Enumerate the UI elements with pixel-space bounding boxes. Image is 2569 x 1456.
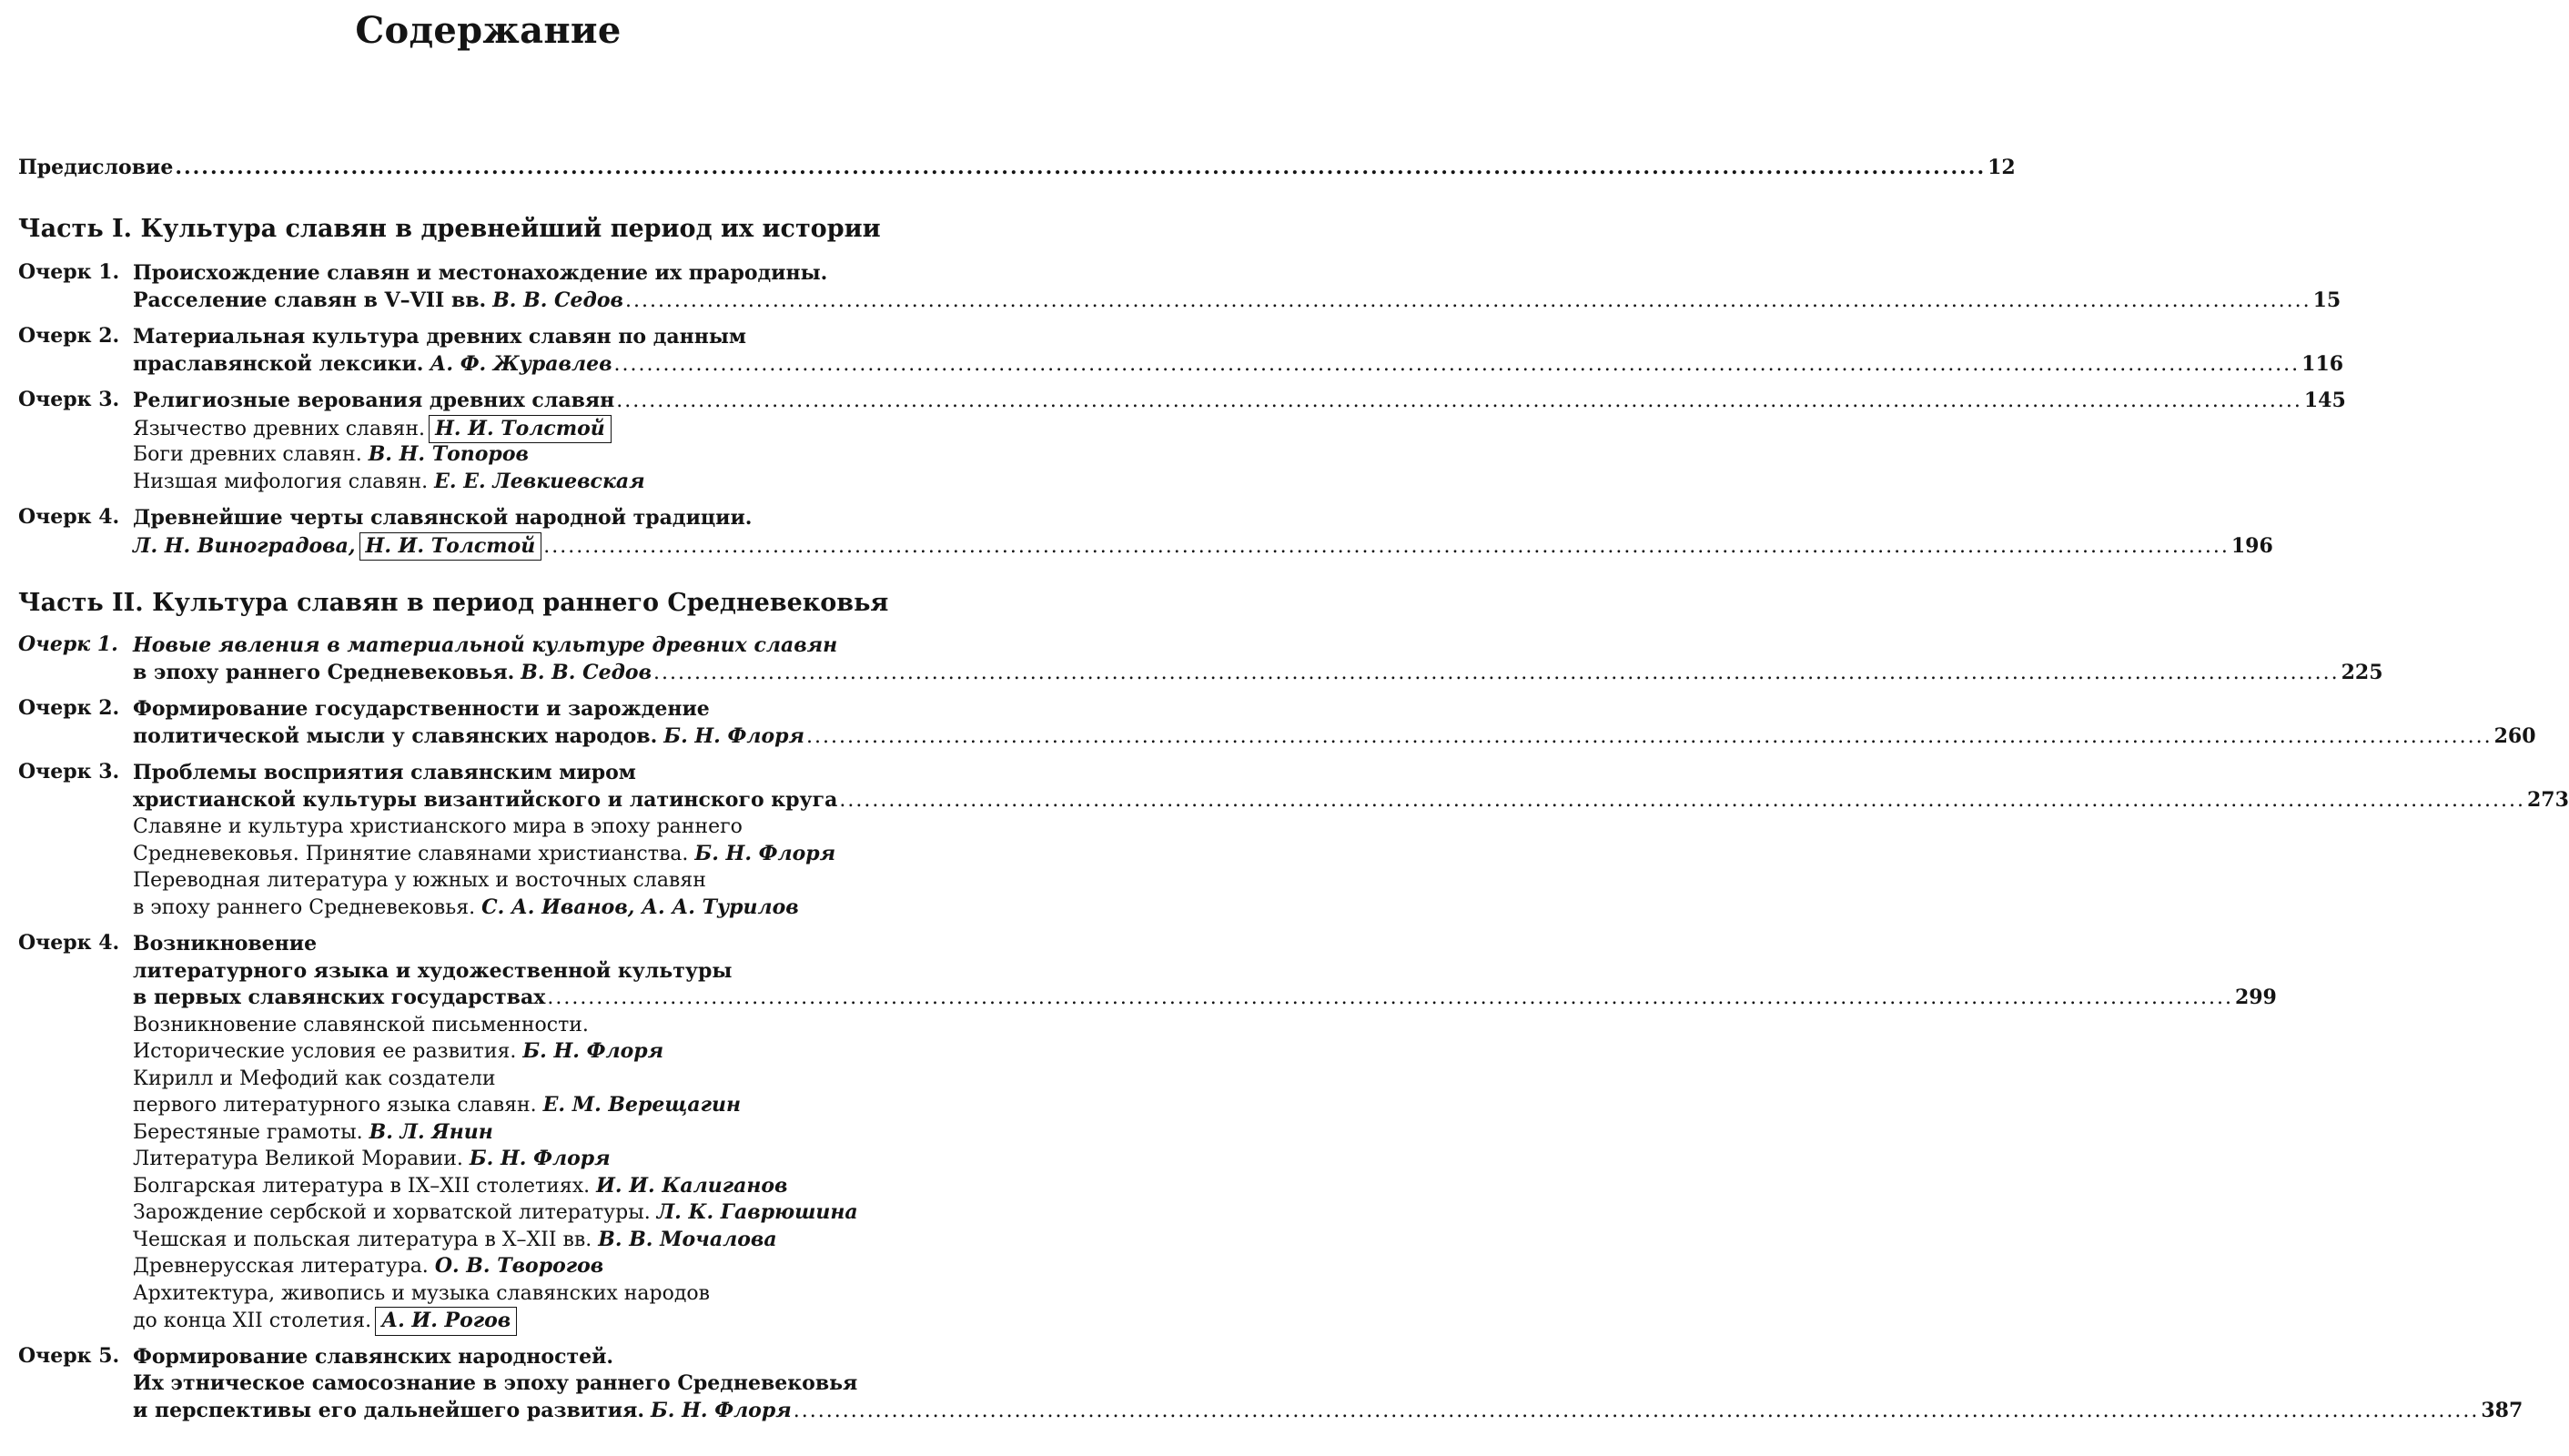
essay-author: Б. Н. Флоря xyxy=(522,1039,664,1063)
essay-author: Л. К. Гаврюшина xyxy=(656,1200,858,1224)
essay-title-line: Религиозные верования древних славян xyxy=(133,389,615,412)
essay-author: В. В. Седов xyxy=(521,660,652,684)
leader-dots xyxy=(625,288,2311,315)
toc-entry-part1-essay3[interactable] xyxy=(18,388,2346,495)
leader-dots xyxy=(794,1398,2480,1425)
leader-dots xyxy=(806,723,2493,751)
toc-entry-part1-essay1[interactable] xyxy=(18,260,2341,314)
essay-title-line: Их этническое самосознание в эпоху раннего Средневековья xyxy=(133,1371,858,1395)
essay-title-line: литературного языка и художественной культуры xyxy=(133,958,733,983)
essay-title-line: в первых славянских государствах xyxy=(133,986,546,1009)
essay-label: Очерк 2. xyxy=(18,696,120,720)
essay-title-line: Формирование славянских народностей. xyxy=(133,1344,614,1369)
page-number: 12 xyxy=(1987,156,2016,179)
preface-title: Предисловие xyxy=(18,156,174,179)
essay-author: В. В. Седов xyxy=(492,288,623,312)
subsection: Болгарская литература в IX–XII столетиях. И. И. Калиганов xyxy=(133,1173,958,1200)
leader-dots xyxy=(653,660,2340,687)
subsection: Боги древних славян. В. Н. Топоров xyxy=(133,441,958,469)
part-2-title: Часть II. Культура славян в период раннего Средневековья xyxy=(18,589,889,617)
toc-entry-part2-essay1[interactable] xyxy=(18,632,2383,686)
boxed-author: Н. И. Толстой xyxy=(429,415,612,444)
essay-author: Б. Н. Флоря xyxy=(650,1398,792,1422)
subsection: Чешская и польская литература в X–XII вв. В. В. Мочалова xyxy=(133,1227,958,1254)
essay-title-line: христианской культуры византийского и латинского круга xyxy=(133,787,838,812)
page-number: 116 xyxy=(2301,351,2344,376)
toc-entry-part2-essay4[interactable] xyxy=(18,931,2277,1334)
leader-dots xyxy=(543,533,2230,561)
essay-author: И. И. Калиганов xyxy=(596,1173,788,1198)
essay-label: Очерк 1. xyxy=(18,632,118,656)
subsection: Архитектура, живопись и музыка славянских народов xyxy=(133,1281,711,1305)
essay-title-line: Происхождение славян и местонахождение их прародины. xyxy=(133,261,828,285)
page-number: 260 xyxy=(2493,723,2536,748)
essay-label: Очерк 3. xyxy=(18,388,120,411)
essay-author: В. В. Мочалова xyxy=(598,1227,777,1251)
page-number: 273 xyxy=(2526,787,2569,812)
essay-author: В. Н. Топоров xyxy=(368,442,529,466)
essay-title-line: Материальная культура древних славян по данным xyxy=(133,325,747,349)
subsection: Переводная литература у южных и восточных славян xyxy=(133,869,706,892)
page-number: 196 xyxy=(2230,533,2273,558)
leader-dots xyxy=(547,985,2233,1012)
toc-entry-part2-essay3[interactable] xyxy=(18,760,2569,921)
subsection: Возникновение славянской письменности. xyxy=(133,1013,589,1036)
essay-author: Л. Н. Виноградова, xyxy=(133,533,356,558)
leader-dots xyxy=(614,351,2301,379)
essay-label: Очерк 5. xyxy=(18,1343,120,1368)
essay-title-line: Расселение славян в V–VII вв. xyxy=(133,288,487,312)
subsection: Язычество древних славян. Н. И. Толстой xyxy=(133,415,958,442)
essay-label: Очерк 3. xyxy=(18,760,120,784)
part-2-essays xyxy=(18,632,2569,1434)
page-number: 15 xyxy=(2312,288,2341,312)
subsection: до конца XII столетия. А. И. Рогов xyxy=(133,1307,958,1334)
essay-label: Очерк 4. xyxy=(18,931,120,955)
toc-entry-preface[interactable] xyxy=(18,155,2016,182)
essay-title-line: Проблемы восприятия славянским миром xyxy=(133,761,636,784)
subsection: в эпоху раннего Средневековья. С. А. Иванов, А. А. Турилов xyxy=(133,895,958,922)
subsection: первого литературного языка славян. Е. М. Верещагин xyxy=(133,1092,958,1119)
essay-title-line: и перспективы его дальнейшего развития. xyxy=(133,1398,644,1422)
essay-author: Б. Н. Флоря xyxy=(694,841,836,865)
essay-title-line: Древнейшие черты славянской народной традиции. xyxy=(133,506,753,530)
subsection: Славяне и культура христианского мира в эпоху раннего xyxy=(133,815,743,838)
essay-label: Очерк 2. xyxy=(18,324,120,348)
subsection: Берестяные грамоты. В. Л. Янин xyxy=(133,1119,958,1147)
subsection: Кирилл и Мефодий как создатели xyxy=(133,1067,496,1090)
essay-title-line: политической мысли у славянских народов. xyxy=(133,723,658,748)
essay-title-line: Возникновение xyxy=(133,932,318,956)
page-number: 387 xyxy=(2481,1398,2523,1422)
page-number: 299 xyxy=(2234,986,2277,1009)
essay-author: А. Ф. Журавлев xyxy=(430,351,612,376)
subsection: Средневековья. Принятие славянами христианства. Б. Н. Флоря xyxy=(133,841,958,868)
subsection: Древнерусская литература. О. В. Творогов xyxy=(133,1253,958,1280)
page-number: 145 xyxy=(2303,389,2346,412)
essay-author: Б. Н. Флоря xyxy=(469,1147,611,1170)
boxed-author: А. И. Рогов xyxy=(375,1307,517,1336)
essay-author: О. В. Творогов xyxy=(434,1254,604,1278)
essay-title-line: в эпоху раннего Средневековья. xyxy=(133,660,515,684)
essay-author: Б. Н. Флоря xyxy=(663,723,805,748)
essay-title-line: праславянской лексики. xyxy=(133,351,424,376)
essay-author: С. А. Иванов, А. А. Турилов xyxy=(481,895,799,919)
essay-label: Очерк 1. xyxy=(18,260,120,284)
essay-author: Е. Е. Левкиевская xyxy=(434,469,645,493)
leader-dots xyxy=(839,787,2525,814)
essay-title-line: Формирование государственности и зарождение xyxy=(133,697,710,721)
toc-entry-part2-essay2[interactable] xyxy=(18,696,2536,750)
toc-entry-part1-essay2[interactable] xyxy=(18,324,2344,378)
subsection: Литература Великой Моравии. Б. Н. Флоря xyxy=(133,1146,958,1173)
essay-author: Е. М. Верещагин xyxy=(542,1093,742,1117)
leader-dots xyxy=(175,155,1986,182)
essay-author: В. Л. Янин xyxy=(369,1119,493,1144)
part-1-essays xyxy=(18,260,2346,569)
page-title: Содержание xyxy=(355,9,622,52)
essay-title-line: Новые явления в материальной культуре древних славян xyxy=(133,633,838,657)
toc-entry-part2-essay5[interactable] xyxy=(18,1343,2523,1425)
subsection: Низшая мифология славян. Е. Е. Левкиевская xyxy=(133,469,958,496)
part-1-title: Часть I. Культура славян в древнейший период их истории xyxy=(18,215,881,243)
essay-label: Очерк 4. xyxy=(18,505,120,529)
subsection: Исторические условия ее развития. Б. Н. Флоря xyxy=(133,1038,958,1066)
leader-dots xyxy=(616,388,2302,415)
boxed-author: Н. И. Толстой xyxy=(359,532,542,561)
toc-entry-part1-essay4[interactable] xyxy=(18,505,2273,559)
subsection: Зарождение сербской и хорватской литературы. Л. К. Гаврюшина xyxy=(133,1199,958,1227)
page-number: 225 xyxy=(2341,660,2383,684)
